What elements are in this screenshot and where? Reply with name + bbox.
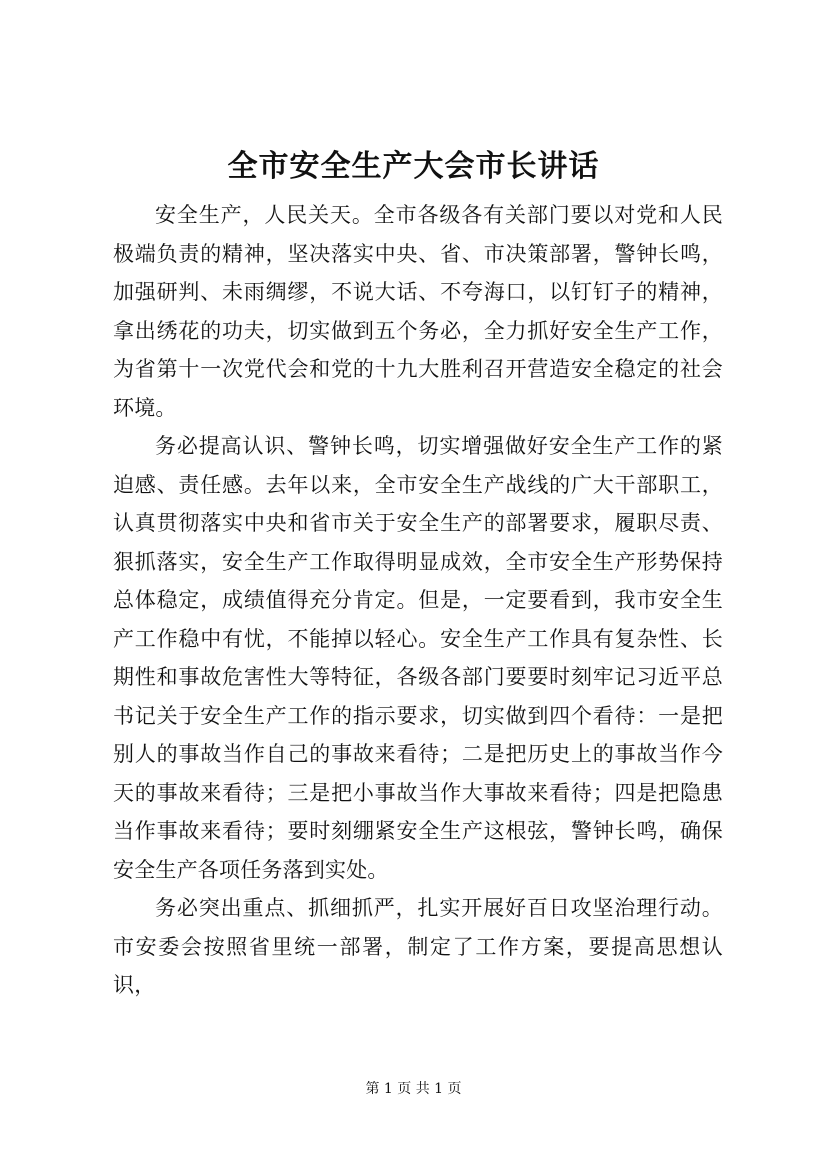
document-body [113,196,723,1005]
page-footer: 第 1 页 共 1 页 [365,1081,462,1097]
paragraph-1: 安全生产，人民关天。全市各级各有关部门要以对党和人民极端负责的精神，坚决落实中央、省、市决策部署，警钟长鸣，加强研判、未雨绸缪，不说大话、不夸海口，以钉钉子的精神，拿出绣花的功夫，切实做到五个务必，全力抓好安全生产工作，为省第十一次党代会和党的十九大胜利召开营造安全稳定的社会环境。 [113,203,723,420]
paragraph-2: 务必提高认识、警钟长鸣，切实增强做好安全生产工作的紧迫感、责任感。去年以来，全市安全生产战线的广大干部职工，认真贯彻落实中央和省市关于安全生产的部署要求，履职尽责、狠抓落实，安全生产工作取得明显成效，全市安全生产形势保持总体稳定，成绩值得充分肯定。但是，一定要看到，我市安全生产工作稳中有忧，不能掉以轻心。安全生产工作具有复杂性、长期性和事故危害性大等特征，各级各部门要要时刻牢记习近平总书记关于安全生产工作的指示要求，切实做到四个看待：一是把别人的事故当作自己的事故来看待；二是把历史上的事故当作今天的事故来看待；三是把小事故当作大事故来看待；四是把隐患当作事故来看待；要时刻绷紧安全生产这根弦，警钟长鸣，确保安全生产各项任务落到实处。 [113,434,723,882]
document-title: 全市安全生产大会市长讲话 [227,149,600,184]
paragraph-3: 务必突出重点、抓细抓严，扎实开展好百日攻坚治理行动。市安委会按照省里统一部署，制定了工作方案，要提高思想认识， [113,896,723,997]
